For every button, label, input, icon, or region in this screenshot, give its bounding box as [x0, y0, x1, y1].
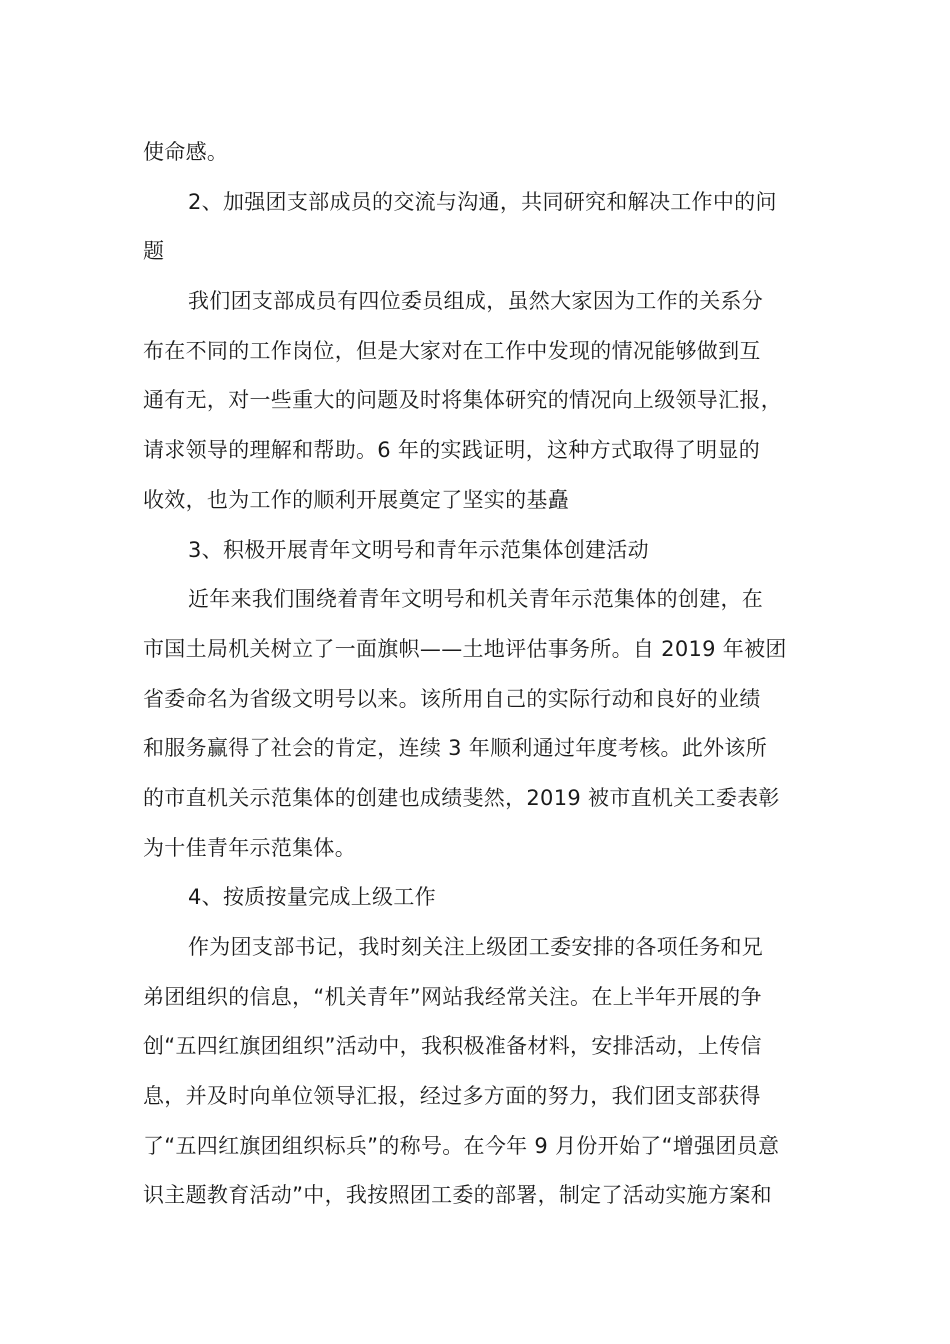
section-heading-3: 3、积极开展青年文明号和青年示范集体创建活动: [188, 537, 649, 562]
text-line: 市国土局机关树立了一面旗帜——土地评估事务所。自 2019 年被团: [143, 636, 787, 661]
document-body: [143, 128, 833, 1221]
text-line: 的市直机关示范集体的创建也成绩斐然，2019 被市直机关工委表彰: [143, 785, 780, 810]
paragraph-start: 作为团支部书记，我时刻关注上级团工委安排的各项任务和兄: [188, 935, 764, 959]
text-line: 使命感。: [143, 140, 229, 164]
text-line: 和服务赢得了社会的肯定，连续 3 年顺利通过年度考核。此外该所: [143, 736, 768, 761]
text-line: 识主题教育活动”中，我按照团工委的部署，制定了活动实施方案和: [143, 1183, 772, 1208]
paragraph-start: 近年来我们围绕着青年文明号和机关青年示范集体的创建，在: [188, 587, 764, 612]
text-line: 弟团组织的信息，“机关青年”网站我经常关注。在上半年开展的争: [143, 984, 762, 1009]
text-line: 为十佳青年示范集体。: [143, 835, 356, 860]
text-line: 创“五四红旗团组织”活动中，我积极准备材料，安排活动，上传信: [143, 1034, 762, 1059]
text-line: 息，并及时向单位领导汇报，经过多方面的努力，我们团支部获得: [143, 1084, 761, 1109]
text-line: 布在不同的工作岗位，但是大家对在工作中发现的情况能够做到互: [143, 338, 761, 363]
paragraph-start: 我们团支部成员有四位委员组成，虽然大家因为工作的关系分: [188, 289, 764, 314]
text-line: 请求领导的理解和帮助。6 年的实践证明，这种方式取得了明显的: [143, 438, 761, 463]
text-line: 题: [143, 239, 165, 264]
text-line: 了“五四红旗团组织标兵”的称号。在今年 9 月份开始了“增强团员意: [143, 1133, 780, 1158]
text-line: 省委命名为省级文明号以来。该所用自己的实际行动和良好的业绩: [143, 686, 761, 711]
section-heading-2: 2、加强团支部成员的交流与沟通，共同研究和解决工作中的问: [188, 189, 777, 214]
section-heading-4: 4、按质按量完成上级工作: [188, 885, 436, 910]
text-line: 通有无，对一些重大的问题及时将集体研究的情况向上级领导汇报，: [143, 388, 782, 413]
text-line: 收效，也为工作的顺利开展奠定了坚实的基矗: [143, 487, 569, 512]
